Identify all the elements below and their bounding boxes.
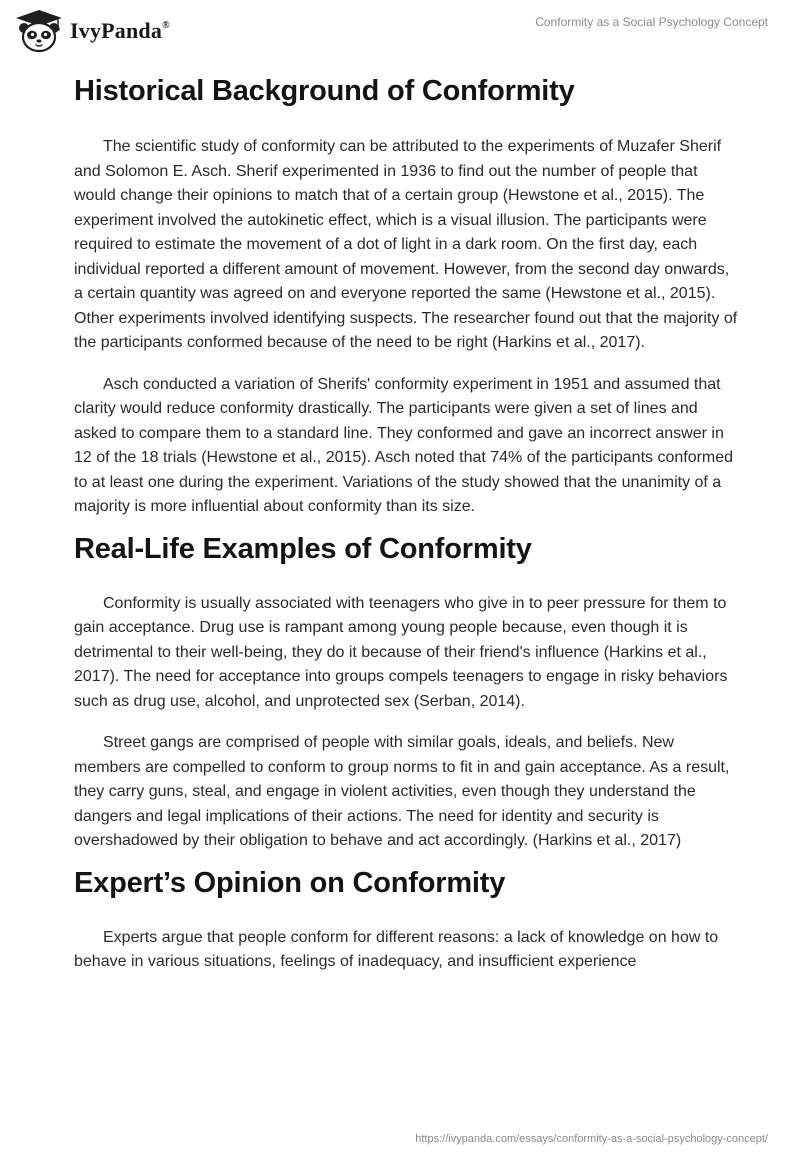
paragraph: The scientific study of conformity can be attributed to the experiments of Muzafer Sherif and Solomon E. Asch. Sherif experimented in 1936 to find out the number of people that would change their opinions to match that of a certain group (Hewstone et al., 2015). The experiment involved the autokinetic effect, which is a visual illusion. The participants were required to estimate the movement of a dot of light in a dark room. On the first day, each individual reported a different amount of movement. However, from the second day onwards, a certain quantity was agreed on and everyone reported the same (Hewstone et al., 2015). Other experiments involved identifying suspects. The researcher found out that the majority of the participants conformed because of the need to be right (Harkins et al., 2017).: [74, 138, 738, 351]
paragraph: Asch conducted a variation of Sherifs' conformity experiment in 1951 and assumed that clarity would reduce conformity drastically. The participants were given a set of lines and asked to compare them to a standard line. They conformed and gave an incorrect answer in 12 of the 18 trials (Hewstone et al., 2015). Asch noted that 74% of the participants conformed to at least one during the experiment. Variations of the study showed that the unanimity of a majority is more influential about conformity than its size.: [74, 375, 734, 515]
document-title: Conformity as a Social Psychology Concept: [535, 15, 768, 29]
panda-graduate-icon: [12, 8, 66, 54]
brand-name: IvyPanda®: [70, 18, 170, 43]
essay-content: [74, 70, 740, 975]
page-header: [0, 0, 800, 60]
ivypanda-logo[interactable]: [12, 10, 170, 52]
section-heading-expert-opinion: Expert’s Opinion on Conformity: [74, 866, 506, 899]
section-heading-real-life-examples: Real-Life Examples of Conformity: [74, 532, 532, 565]
source-url-link[interactable]: https://ivypanda.com/essays/conformity-as-a-social-psychology-concept/: [415, 1133, 768, 1145]
section-heading-historical-background: Historical Background of Conformity: [74, 75, 575, 107]
paragraph: Street gangs are comprised of people with similar goals, ideals, and beliefs. New members are compelled to conform to group norms to fit in and gain acceptance. As a result, they carry guns, steal, and engage in violent activities, even though they understand the dangers and legal implications of their actions. The need for identity and security is overshadowed by their obligation to behave and act accordingly. (Harkins et al., 2017): [74, 734, 730, 849]
paragraph: Experts argue that people conform for different reasons: a lack of knowledge on how to behave in various situations, feelings of inadequacy, and insufficient experience: [74, 928, 719, 970]
paragraph: Conformity is usually associated with teenagers who give in to peer pressure for them to gain acceptance. Drug use is rampant among young people because, even though it is detrimental to their well-being, they do it because of their friend's influence (Harkins et al., 2017). The need for acceptance into groups compels teenagers to engage in risky behaviors such as drug use, alcohol, and unprotected sex (Serban, 2014).: [74, 594, 728, 710]
